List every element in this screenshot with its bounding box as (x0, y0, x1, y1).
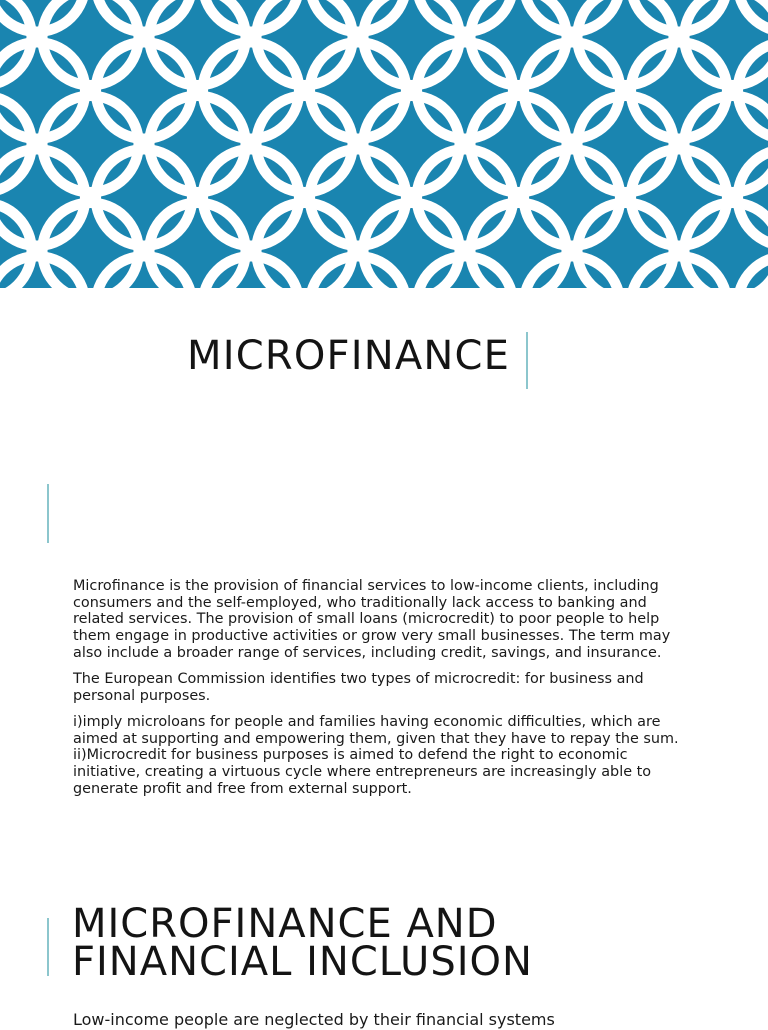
slide-title: MICROFINANCE (187, 333, 511, 379)
section-heading-line2: FINANCIAL INCLUSION (72, 939, 533, 985)
slide-body (73, 578, 693, 807)
body-paragraph-details: i)imply microloans for people and families having economic difficulties, which are aimed at supporting and empowering them, given that they have to repay the sum. ii)Microcredit for business purposes is aimed to defend the right to economic initiative, creating a virtuous cycle where entrepreneurs are increasingly able to generate profit and free from external support. (73, 713, 679, 797)
section-accent-line (47, 484, 49, 543)
body-paragraph-definition: Microfinance is the provision of financial services to low-income clients, including consumers and the self-employed, who traditionally lack access to banking and related services. The provision of small loans (microcredit) to poor people to help them engage in productive activities or grow very small businesses. The term may also include a broader range of services, including credit, savings, and insurance. (73, 578, 671, 661)
section-heading (72, 901, 533, 985)
interlocking-circles-pattern (0, 0, 768, 288)
section-body-start: Low-income people are neglected by their financial systems (73, 1010, 555, 1029)
decorative-pattern-banner (0, 0, 768, 288)
title-accent-line (526, 332, 528, 389)
section-heading-line1: MICROFINANCE AND (72, 901, 498, 947)
body-paragraph-types: The European Commission identifies two types of microcredit: for business and personal purposes. (73, 671, 644, 704)
heading-accent-line (47, 918, 49, 976)
